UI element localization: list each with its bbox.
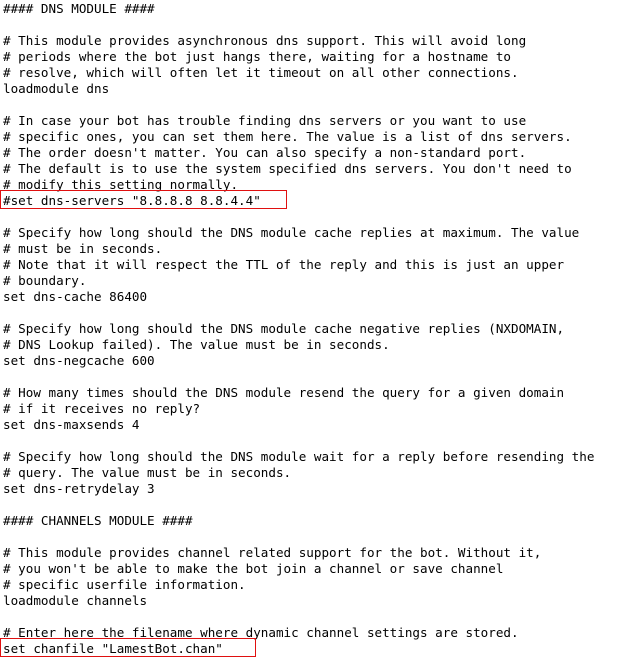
- code-line: # specific userfile information.: [3, 577, 246, 592]
- code-line: loadmodule channels: [3, 593, 148, 608]
- code-line: [3, 433, 594, 449]
- code-line: [3, 609, 594, 625]
- code-line: # Note that it will respect the TTL of the reply and this is just an upper: [3, 257, 565, 272]
- code-line: #### CHANNELS MODULE ####: [3, 513, 193, 528]
- code-line: #### DNS MODULE ####: [3, 1, 155, 16]
- code-line: # The default is to use the system specified dns servers. You don't need to: [3, 161, 572, 176]
- code-line: [3, 209, 594, 225]
- code-line: # Specify how long should the DNS module cache negative replies (NXDOMAIN,: [3, 321, 565, 336]
- code-line: [3, 369, 594, 385]
- code-line: # periods where the bot just hangs there, waiting for a hostname to: [3, 49, 511, 64]
- code-line: #set dns-servers "8.8.8.8 8.8.4.4": [3, 193, 261, 208]
- code-line: set dns-negcache 600: [3, 353, 155, 368]
- code-line: [3, 17, 594, 33]
- code-line: # This module provides channel related support for the bot. Without it,: [3, 545, 542, 560]
- code-line: set dns-retrydelay 3: [3, 481, 155, 496]
- code-line: # This module provides asynchronous dns support. This will avoid long: [3, 33, 527, 48]
- code-line: [3, 97, 594, 113]
- highlight-box-chanfile: [0, 638, 256, 657]
- code-line: set dns-maxsends 4: [3, 417, 140, 432]
- code-line: # DNS Lookup failed). The value must be in seconds.: [3, 337, 390, 352]
- code-line: # if it receives no reply?: [3, 401, 201, 416]
- code-line: set dns-cache 86400: [3, 289, 148, 304]
- code-line: [3, 305, 594, 321]
- code-line: # query. The value must be in seconds.: [3, 465, 292, 480]
- code-line: [3, 529, 594, 545]
- code-line: # boundary.: [3, 273, 87, 288]
- code-line: set chanfile "LamestBot.chan": [3, 641, 223, 656]
- code-line: # you won't be able to make the bot join a channel or save channel: [3, 561, 504, 576]
- code-line: # How many times should the DNS module resend the query for a given domain: [3, 385, 565, 400]
- code-line: [3, 497, 594, 513]
- code-line: # specific ones, you can set them here. The value is a list of dns servers.: [3, 129, 572, 144]
- code-line: # modify this setting normally.: [3, 177, 239, 192]
- code-line: # Enter here the filename where dynamic channel settings are stored.: [3, 625, 519, 640]
- code-line: loadmodule dns: [3, 81, 110, 96]
- code-line: # must be in seconds.: [3, 241, 163, 256]
- code-line: # resolve, which will often let it timeout on all other connections.: [3, 65, 519, 80]
- code-line: # Specify how long should the DNS module wait for a reply before resending the: [3, 449, 595, 464]
- code-line: # In case your bot has trouble finding dns servers or you want to use: [3, 113, 527, 128]
- highlight-box-dns-servers: [0, 190, 287, 209]
- code-line: # The order doesn't matter. You can also specify a non-standard port.: [3, 145, 527, 160]
- config-code-lines: [3, 1, 594, 657]
- code-line: # Specify how long should the DNS module cache replies at maximum. The value: [3, 225, 580, 240]
